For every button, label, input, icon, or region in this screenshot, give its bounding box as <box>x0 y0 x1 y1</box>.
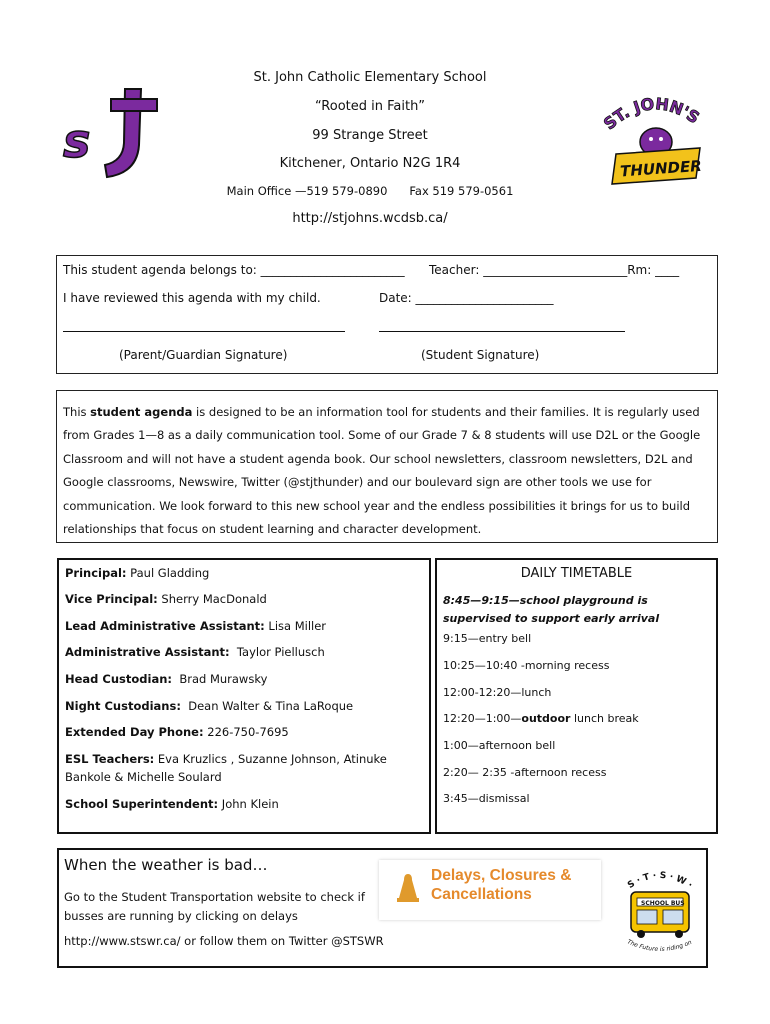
student-signature-line[interactable] <box>379 331 625 332</box>
staff-principal: Principal: Paul Gladding <box>65 566 210 580</box>
bell-icon <box>395 872 421 910</box>
staff-night-custodians: Night Custodians: Dean Walter & Tina LaRoque <box>65 699 354 713</box>
staff-head-custodian: Head Custodian: Brad Murawsky <box>65 672 268 686</box>
school-website[interactable]: http://stjohns.wcdsb.ca/ <box>292 211 448 226</box>
timetable-box <box>435 558 718 834</box>
staff-vice-principal: Vice Principal: Sherry MacDonald <box>65 592 267 606</box>
timetable-entry: 9:15—entry bell <box>443 632 532 645</box>
timetable-dismissal: 3:45—dismissal <box>443 792 530 805</box>
timetable-lunch: 12:00-12:20—lunch <box>443 686 552 699</box>
school-phones: Main Office —519 579-0890 Fax 519 579-0561 <box>226 184 514 198</box>
stswr-logo <box>619 862 701 958</box>
weather-box <box>57 848 708 968</box>
weather-title: When the weather is bad… <box>64 856 268 874</box>
staff-extended-day: Extended Day Phone: 226-750-7695 <box>65 725 289 739</box>
date-line[interactable]: Date: _______________________ <box>379 291 554 305</box>
teacher-line[interactable]: Teacher: ________________________Rm: ____ <box>429 263 680 277</box>
timetable-supervised: 8:45—9:15—school playground is supervised to support early arrival <box>443 594 660 625</box>
staff-box <box>57 558 431 834</box>
staff-admin: Administrative Assistant: Taylor Piellusch <box>65 645 325 659</box>
svg-text:s: s <box>63 114 91 168</box>
weather-link[interactable]: http://www.stswr.ca/ or follow them on Twitter @STSWR <box>64 934 384 948</box>
agenda-owner-line[interactable]: This student agenda belongs to: ________________________ <box>63 263 405 277</box>
intro-box <box>56 390 718 543</box>
school-street: 99 Strange Street <box>312 128 428 143</box>
school-city: Kitchener, Ontario N2G 1R4 <box>279 156 461 171</box>
svg-text:ST. JOHN'S: ST. JOHN'S <box>600 94 704 134</box>
school-motto: “Rooted in Faith” <box>314 99 426 114</box>
reviewed-statement: I have reviewed this agenda with my child. <box>63 291 321 305</box>
school-logo-left <box>55 85 165 185</box>
svg-text:SCHOOL BUS: SCHOOL BUS <box>641 900 685 907</box>
timetable-morning-recess: 10:25—10:40 -morning recess <box>443 659 610 672</box>
timetable-outdoor-lunch: 12:20—1:00—outdoor lunch break <box>443 712 639 725</box>
staff-lead-admin: Lead Administrative Assistant: Lisa Miller <box>65 619 327 633</box>
timetable-title: DAILY TIMETABLE <box>520 566 633 581</box>
delays-banner-text: Delays, Closures & Cancellations <box>431 867 572 903</box>
weather-text: Go to the Student Transportation website to check if busses are running by clicking on delays <box>64 890 365 923</box>
svg-text:THUNDER: THUNDER <box>619 156 703 181</box>
thunder-logo <box>600 92 710 197</box>
student-signature-caption: (Student Signature) <box>421 348 540 362</box>
svg-text:The Future is riding on us!: The Future is riding on <box>625 938 693 954</box>
parent-signature-caption: (Parent/Guardian Signature) <box>119 348 288 362</box>
staff-superintendent: School Superintendent: John Klein <box>65 797 279 811</box>
timetable-afternoon-bell: 1:00—afternoon bell <box>443 739 556 752</box>
signature-box <box>56 255 718 374</box>
timetable-afternoon-recess: 2:20— 2:35 -afternoon recess <box>443 766 607 779</box>
intro-paragraph: This student agenda is designed to be an information tool for students and their families. It is regularly used from Grades 1—8 as a daily communication tool. Some of our Grade 7 & 8 students will use D2L or the Google Classroom and will not have a student agenda book. Our school newsletters, classroom newsletters, D2L and Google classrooms, Newswire, Twitter (@stjthunder) and our boulevard sign are other tools we use for communication. We look forward to this new school year and the endless possibilities it brings for us to build relationships that focus on student learning and character development. <box>63 405 701 537</box>
staff-esl-teachers: ESL Teachers: Eva Kruzlics , Suzanne Johnson, Atinuke Bankole & Michelle Soulard <box>65 752 387 784</box>
school-name: St. John Catholic Elementary School <box>253 70 487 85</box>
parent-signature-line[interactable] <box>63 331 345 332</box>
svg-text:S · T · S · W · R: S · T · S · W · <box>626 870 694 891</box>
delays-banner[interactable] <box>379 860 601 920</box>
